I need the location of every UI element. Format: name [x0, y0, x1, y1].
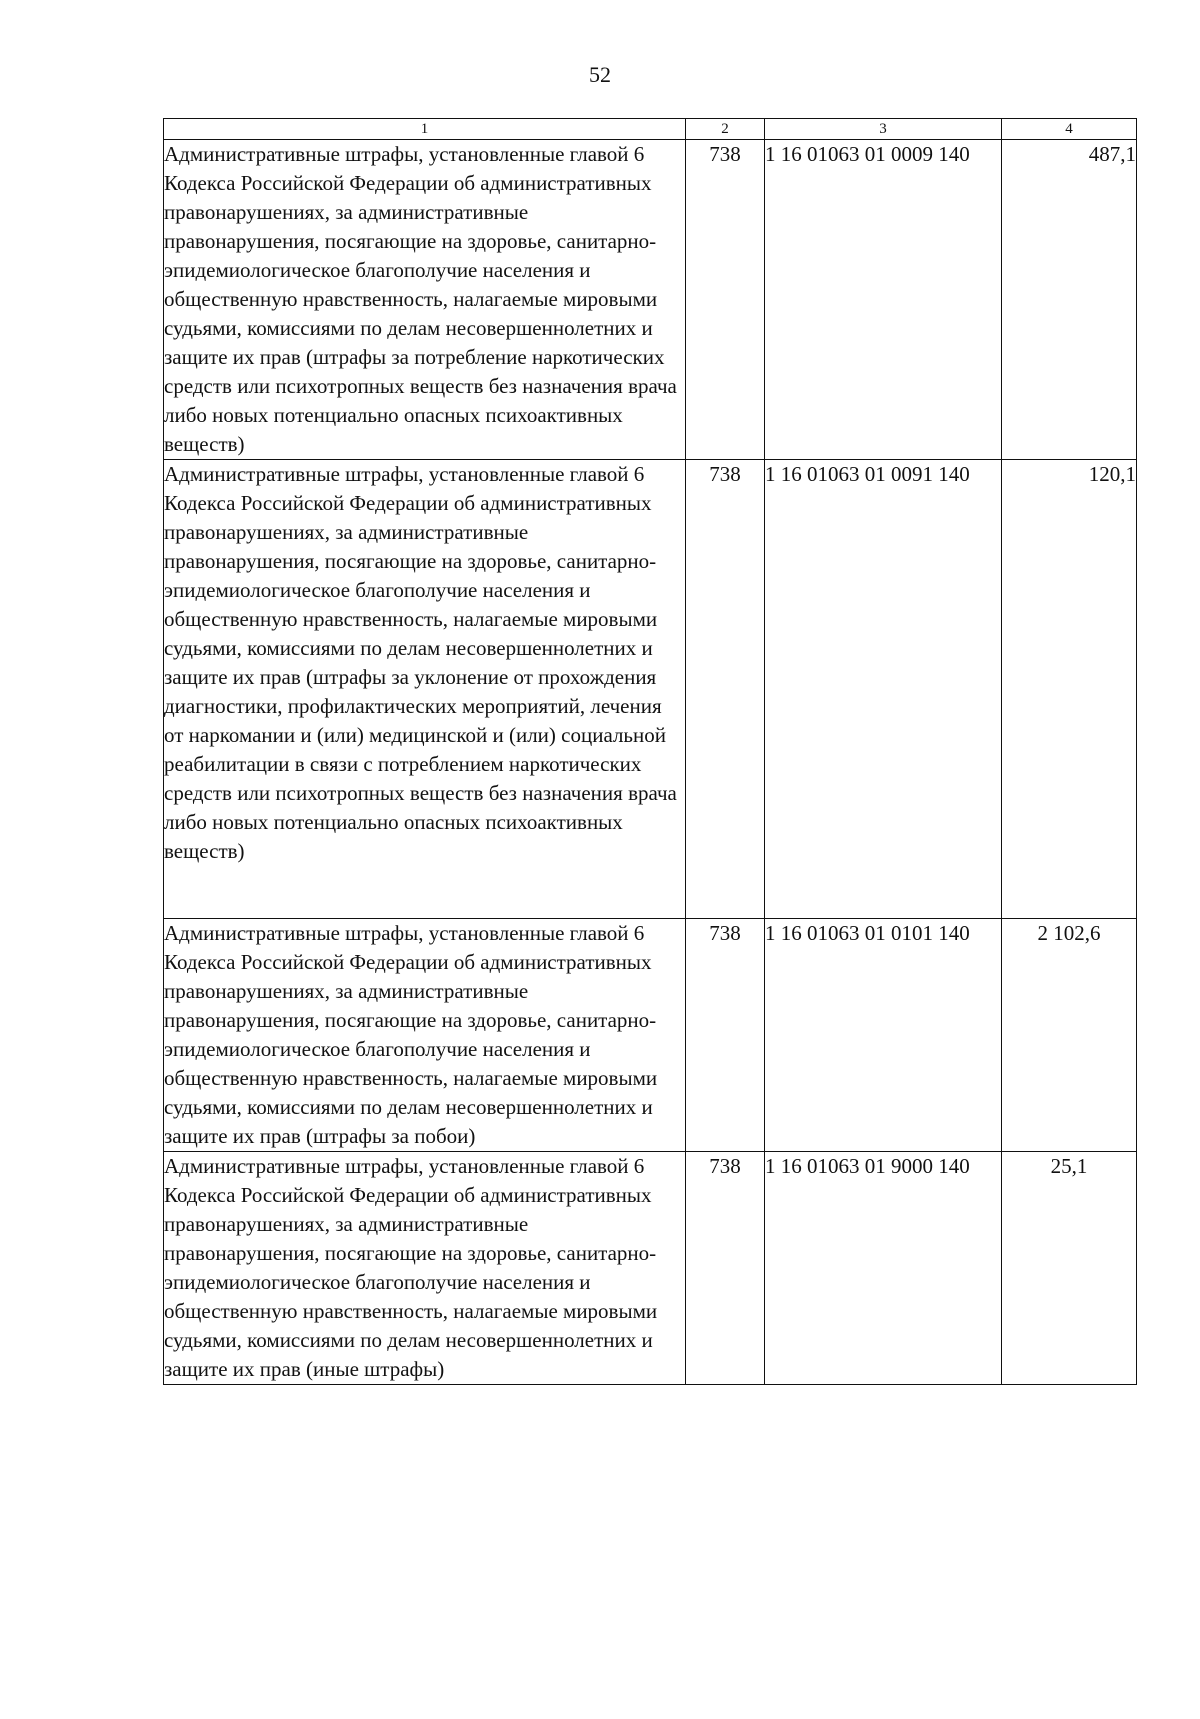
- amount: 25,1: [1002, 1152, 1137, 1385]
- revenue-description: Административные штрафы, установленные главой 6 Кодекса Российской Федерации об административных правонарушениях, за административные правонарушения, посягающие на здоровье, санитарно-эпидемиологическое благополучие населения и общественную нравственность, налагаемые мировыми судьями, комиссиями по делам несовершеннолетних и защите их прав (иные штрафы): [164, 1152, 686, 1385]
- administrator-code: 738: [686, 460, 765, 919]
- table-row: [164, 460, 1137, 919]
- amount: 2 102,6: [1002, 919, 1137, 1152]
- table-row: [164, 140, 1137, 460]
- table-row: [164, 919, 1137, 1152]
- column-header-4: 4: [1002, 119, 1137, 140]
- budget-classification-code: 1 16 01063 01 9000 140: [765, 1152, 1002, 1385]
- budget-classification-code: 1 16 01063 01 0091 140: [765, 460, 1002, 919]
- column-number-row: [164, 119, 1137, 140]
- revenue-description: Административные штрафы, установленные главой 6 Кодекса Российской Федерации об административных правонарушениях, за административные правонарушения, посягающие на здоровье, санитарно-эпидемиологическое благополучие населения и общественную нравственность, налагаемые мировыми судьями, комиссиями по делам несовершеннолетних и защите их прав (штрафы за потребление наркотических средств или психотропных веществ без назначения врача либо новых потенциально опасных психоактивных веществ): [164, 140, 686, 460]
- revenue-table: [163, 118, 1137, 1385]
- column-header-3: 3: [765, 119, 1002, 140]
- amount: 120,1: [1002, 460, 1137, 919]
- amount: 487,1: [1002, 140, 1137, 460]
- budget-classification-code: 1 16 01063 01 0101 140: [765, 919, 1002, 1152]
- column-header-2: 2: [686, 119, 765, 140]
- page-number: 52: [589, 62, 611, 87]
- revenue-description: Административные штрафы, установленные главой 6 Кодекса Российской Федерации об административных правонарушениях, за административные правонарушения, посягающие на здоровье, санитарно-эпидемиологическое благополучие населения и общественную нравственность, налагаемые мировыми судьями, комиссиями по делам несовершеннолетних и защите их прав (штрафы за побои): [164, 919, 686, 1152]
- administrator-code: 738: [686, 919, 765, 1152]
- table-row: [164, 1152, 1137, 1385]
- budget-classification-code: 1 16 01063 01 0009 140: [765, 140, 1002, 460]
- revenue-description: Административные штрафы, установленные главой 6 Кодекса Российской Федерации об административных правонарушениях, за административные правонарушения, посягающие на здоровье, санитарно-эпидемиологическое благополучие населения и общественную нравственность, налагаемые мировыми судьями, комиссиями по делам несовершеннолетних и защите их прав (штрафы за уклонение от прохождения диагностики, профилактических мероприятий, лечения от наркомании и (или) медицинской и (или) социальной реабилитации в связи с потреблением наркотических средств или психотропных веществ без назначения врача либо новых потенциально опасных психоактивных веществ): [164, 460, 686, 919]
- administrator-code: 738: [686, 1152, 765, 1385]
- administrator-code: 738: [686, 140, 765, 460]
- column-header-1: 1: [164, 119, 686, 140]
